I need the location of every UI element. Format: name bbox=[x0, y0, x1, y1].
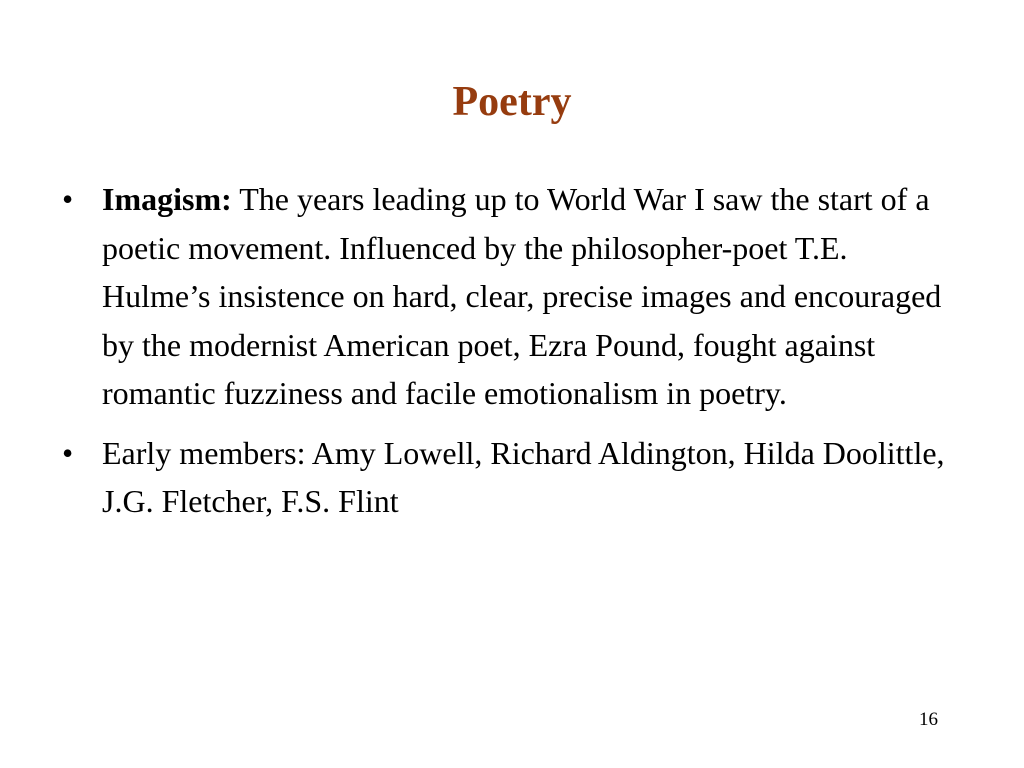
bullet-text: The years leading up to World War I saw the start of a poetic movement. Influenced by the philosopher-poet T.E. Hulme’s insistence on hard, clear, precise images and encouraged by the modernist American poet, Ezra Pound, fought against romantic fuzziness and facile emotionalism in poetry. bbox=[102, 181, 942, 411]
term-label: Imagism: bbox=[102, 181, 232, 217]
page-number: 16 bbox=[919, 709, 938, 730]
bullet-icon: • bbox=[62, 181, 74, 217]
bullet-item-imagism bbox=[62, 175, 962, 418]
slide-title: Poetry bbox=[452, 79, 572, 125]
bullet-icon: • bbox=[62, 434, 74, 471]
bullet-list bbox=[62, 175, 962, 537]
bullet-text: Early members: Amy Lowell, Richard Aldington, Hilda Doolittle, J.G. Fletcher, F.S. Flint bbox=[102, 434, 945, 519]
bullet-item-early-members bbox=[62, 429, 962, 526]
